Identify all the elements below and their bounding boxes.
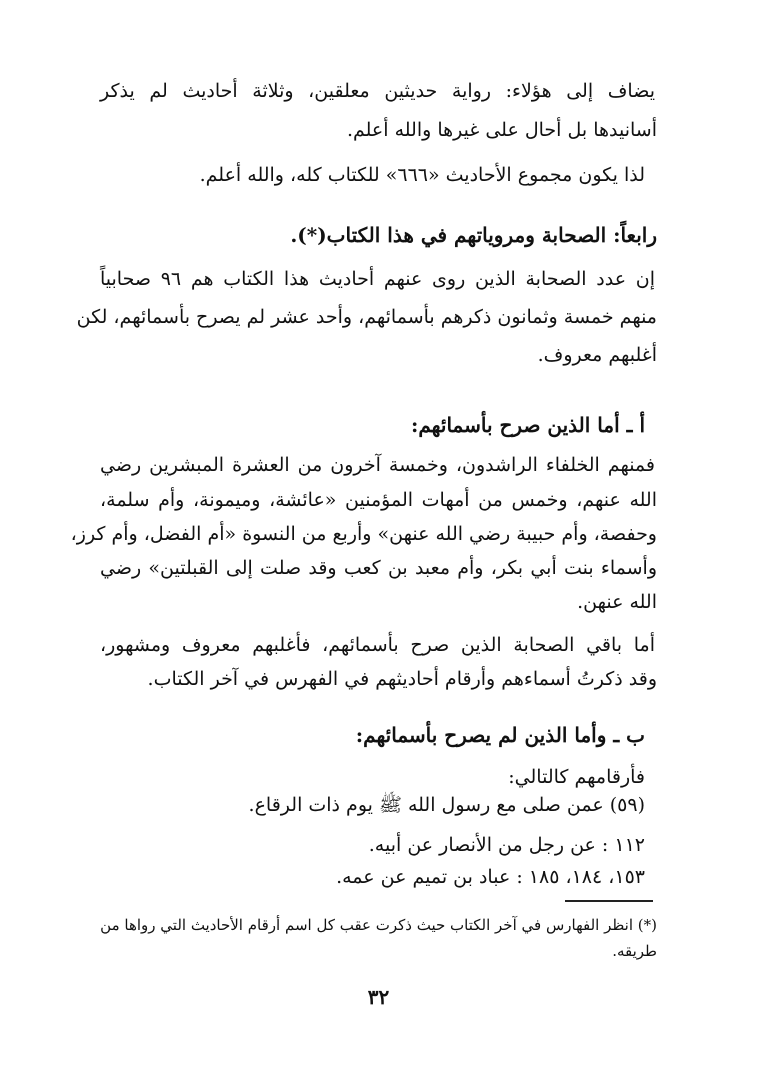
paragraph-line: فمنهم الخلفاء الراشدون، وخمسة آخرون من العشرة المبشرين رضي	[100, 454, 655, 476]
footnote-divider	[565, 900, 653, 902]
paragraph-line: الله عنهم، وخمس من أمهات المؤمنين «عائشة، وميمونة، وأم سلمة،	[100, 489, 657, 511]
paragraph-line: وقد ذكرتُ أسماءهم وأرقام أحاديثهم في الفهرس في آخر الكتاب.	[147, 668, 657, 690]
paragraph-line: وأسماء بنت أبي بكر، وأم معبد بن كعب وقد صلت إلى القبلتين» رضي	[100, 557, 657, 579]
footnote-line: طريقه.	[612, 942, 657, 960]
paragraph-line: أما باقي الصحابة الذين صرح بأسمائهم، فأغلبهم معروف ومشهور،	[100, 634, 655, 656]
subsection-heading: ب ـ وأما الذين لم يصرح بأسمائهم:	[355, 723, 645, 747]
subsection-heading: أ ـ أما الذين صرح بأسمائهم:	[410, 413, 645, 437]
paragraph-line: يضاف إلى هؤلاء: رواية حديثين معلقين، وثلاثة أحاديث لم يذكر	[100, 80, 655, 102]
paragraph-line: ١٥٣، ١٨٤، ١٨٥ : عباد بن تميم عن عمه.	[336, 866, 645, 888]
paragraph-line: أسانيدها بل أحال على غيرها والله أعلم.	[346, 119, 657, 141]
paragraph-line: منهم خمسة وثمانون ذكرهم بأسمائهم، وأحد عشر لم يصرح بأسمائهم، لكن	[76, 306, 657, 328]
paragraph-line: فأرقامهم كالتالي:	[508, 766, 645, 788]
page-number: ٣٢	[367, 985, 390, 1009]
paragraph-line: وحفصة، وأم حبيبة رضي الله عنهن» وأربع من النسوة «أم الفضل، وأم كرز،	[70, 523, 657, 545]
paragraph-line: الله عنهن.	[577, 591, 657, 613]
paragraph-line: ١١٢ : عن رجل من الأنصار عن أبيه.	[368, 834, 645, 856]
footnote-line: (*) انظر الفهارس في آخر الكتاب حيث ذكرت عقب كل اسم أرقام الأحاديث التي رواها من	[100, 916, 657, 934]
section-heading: رابعاً: الصحابة ومروياتهم في هذا الكتاب(*).	[290, 223, 657, 247]
paragraph-line: أغلبهم معروف.	[537, 344, 657, 366]
paragraph-line: إن عدد الصحابة الذين روى عنهم أحاديث هذا الكتاب هم ٩٦ صحابياً	[100, 268, 655, 290]
paragraph-line: لذا يكون مجموع الأحاديث «٦٦٦» للكتاب كله، والله أعلم.	[199, 164, 645, 186]
paragraph-line: (٥٩) عمن صلى مع رسول الله ﷺ يوم ذات الرقاع.	[248, 794, 645, 816]
